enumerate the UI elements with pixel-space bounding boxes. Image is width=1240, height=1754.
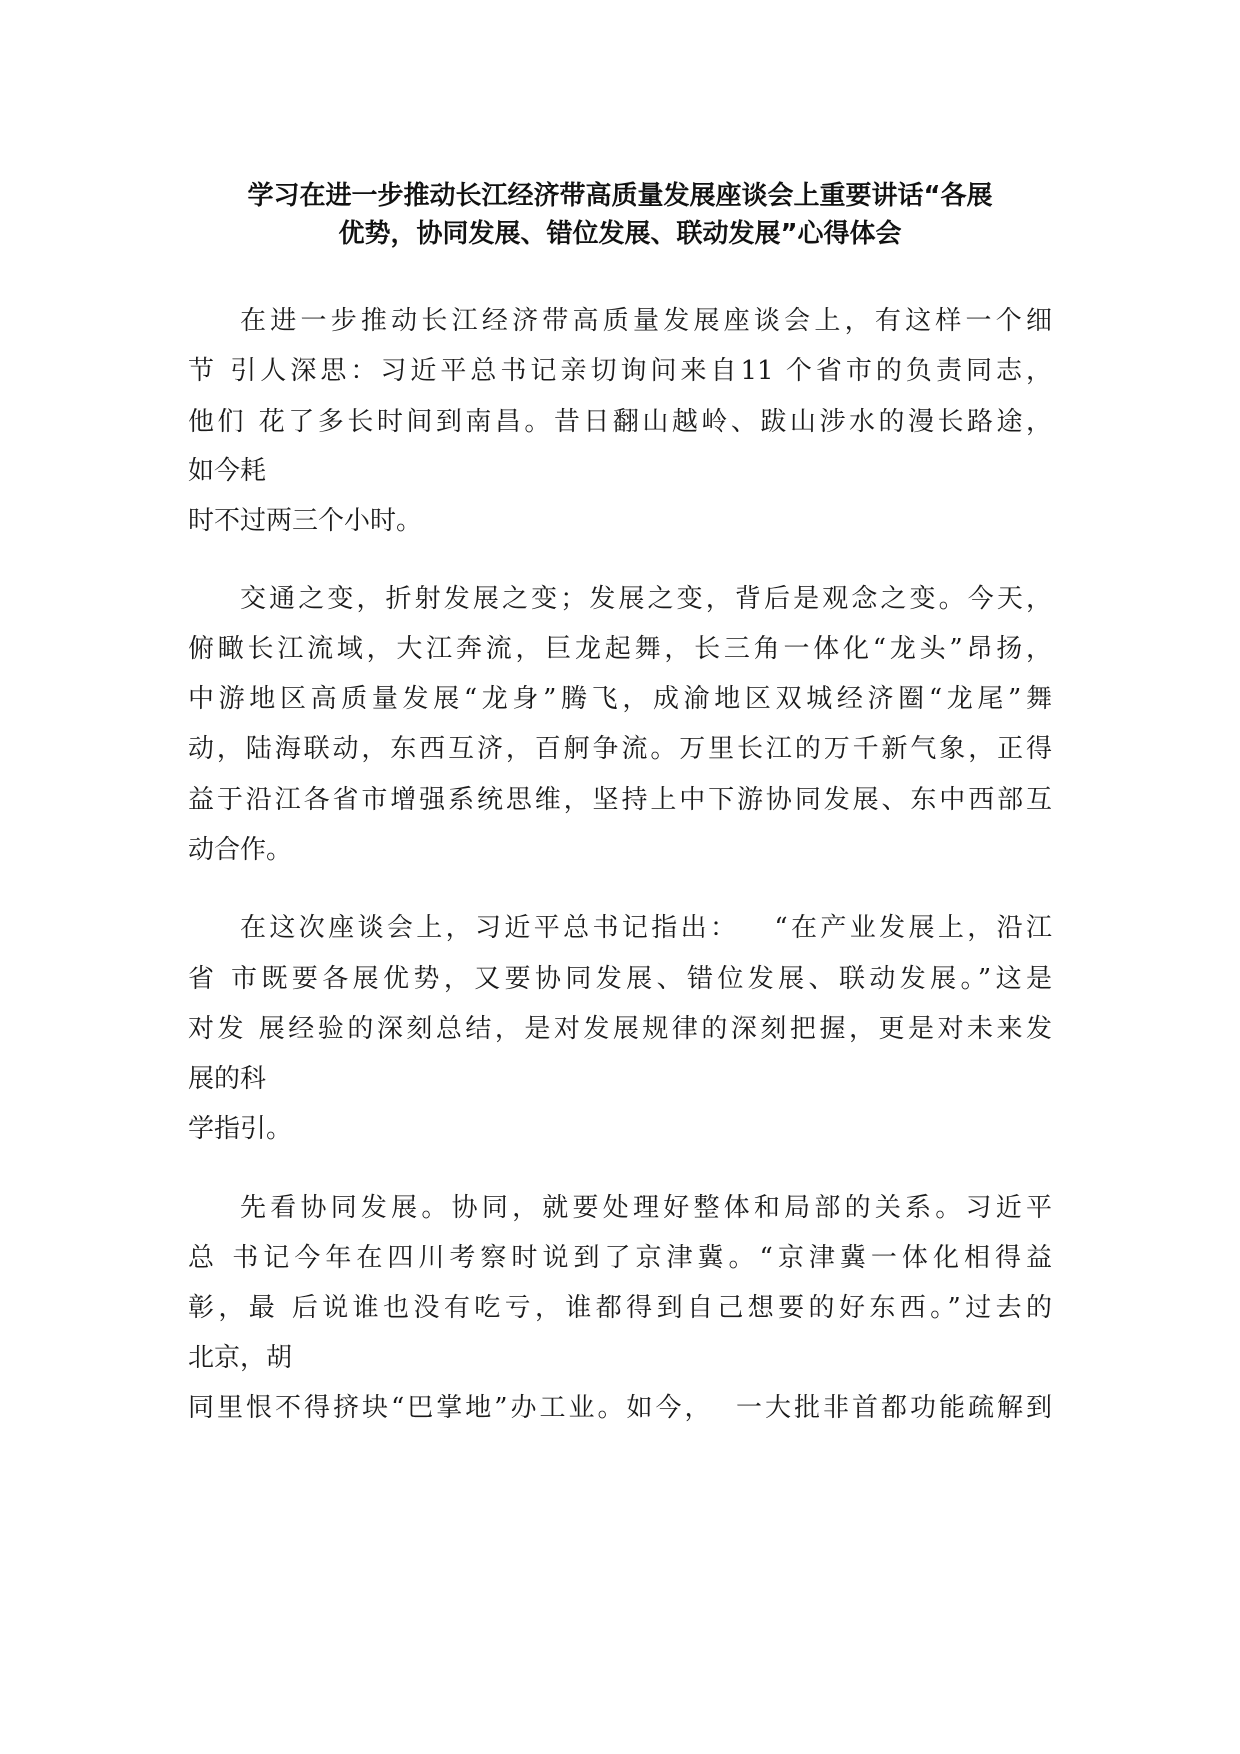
paragraph-2-line-1: 交通之变，折射发展之变；发展之变，背后是观念之变。今天， — [240, 584, 1052, 614]
paragraph-3-line-2: 省 市既要各展优势，又要协同发展、错位发展、联动发展。”这是 — [188, 964, 1052, 994]
paragraph-2-line-4: 动，陆海联动，东西互济，百舸争流。万里长江的万千新气象，正得 — [188, 734, 1052, 764]
paragraph-3-line-1: 在这次座谈会上，习近平总书记指出： “在产业发展上，沿江 — [240, 913, 1052, 943]
paragraph-3-line-3: 对发 展经验的深刻总结，是对发展规律的深刻把握，更是对未来发 — [188, 1014, 1052, 1044]
paragraph-2-line-6: 动合作。 — [188, 835, 293, 865]
document-title-line-2: 优势，协同发展、错位发展、联动发展”心得体会 — [338, 219, 902, 249]
paragraph-1-line-2: 节 引人深思：习近平总书记亲切询问来自11 个省市的负责同志， — [188, 356, 1052, 386]
paragraph-2-line-2: 俯瞰长江流域，大江奔流，巨龙起舞，长三角一体化“龙头”昂扬， — [188, 634, 1052, 664]
paragraph-2-line-3: 中游地区高质量发展“龙身”腾飞，成渝地区双城经济圈“龙尾”舞 — [188, 684, 1052, 714]
paragraph-3-line-4: 展的科 — [188, 1064, 267, 1094]
paragraph-4-line-4: 北京，胡 — [188, 1343, 293, 1373]
paragraph-4-line-5: 同里恨不得挤块“巴掌地”办工业。如今， 一大批非首都功能疏解到 — [188, 1393, 1052, 1423]
paragraph-4-line-3: 彰，最 后说谁也没有吃亏，谁都得到自己想要的好东西。”过去的 — [188, 1293, 1052, 1323]
paragraph-1-line-1: 在进一步推动长江经济带高质量发展座谈会上，有这样一个细 — [240, 306, 1052, 336]
paragraph-2-line-5: 益于沿江各省市增强系统思维，坚持上中下游协同发展、东中西部互 — [188, 785, 1052, 815]
paragraph-1-line-5: 时不过两三个小时。 — [188, 506, 423, 536]
paragraph-4-line-1: 先看协同发展。协同，就要处理好整体和局部的关系。习近平 — [240, 1193, 1052, 1223]
paragraph-3-line-5: 学指引。 — [188, 1114, 293, 1144]
paragraph-1-line-3: 他们 花了多长时间到南昌。昔日翻山越岭、跋山涉水的漫长路途， — [188, 407, 1052, 437]
document-title-line-1: 学习在进一步推动长江经济带高质量发展座谈会上重要讲话“各展 — [247, 181, 993, 211]
paragraph-1-line-4: 如今耗 — [188, 456, 267, 486]
paragraph-4-line-2: 总 书记今年在四川考察时说到了京津冀。“京津冀一体化相得益 — [188, 1243, 1052, 1273]
